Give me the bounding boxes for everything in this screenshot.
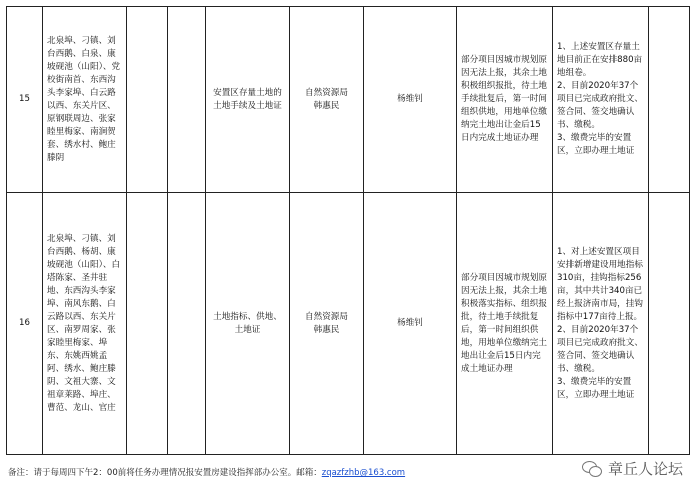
dept-cell: 自然资源局 韩惠民 <box>290 7 364 193</box>
row-number: 16 <box>7 193 43 455</box>
problem-cell: 部分项目因城市规划原因无法上报，其余土地积极组织报批，待土地手续批复后，第一时间组织供地，用地单位缴纳完土地出让金后15日内完成土地证办理 <box>457 7 553 193</box>
footer-note-text: 备注：请于每周四下午2：00前将任务办理情况报安置房建设指挥部办公室。邮箱： <box>8 468 322 478</box>
dept-cell: 自然资源局 韩惠民 <box>290 193 364 455</box>
area-cell: 北泉埠、刁镇、刘台西鹅、杨胡、康坡砚池（山阳）、白塔陈家、圣井驻地、东西沟头李家埠、南风东鹅、白云路以西、东关片区、南罗周家、张家睦里梅家、埠东、东姚西姚孟阿、绣水、鲍庄滕阴、文祖大寨、文祖章莱路、埠庄、曹范、龙山、官庄 <box>43 193 127 455</box>
empty-cell <box>649 7 690 193</box>
task-cell: 安置区存量土地的土地手续及土地证 <box>206 7 290 193</box>
watermark-text: 章丘人论坛 <box>607 460 683 478</box>
table-row <box>7 193 690 455</box>
problem-cell: 部分项目因城市规划原因无法上报，其余土地积极落实指标、组织报批，待土地手续批复后，第一时间组织供地，用地单位缴纳完土地出让金后15日内完成土地证办理 <box>457 193 553 455</box>
row-number: 15 <box>7 7 43 193</box>
empty-cell <box>168 7 206 193</box>
wechat-icon <box>582 461 602 477</box>
person-cell: 杨维钊 <box>364 7 457 193</box>
empty-cell <box>127 193 168 455</box>
empty-cell <box>168 193 206 455</box>
watermark <box>582 458 683 479</box>
empty-cell <box>649 193 690 455</box>
progress-cell: 1、上述安置区存量土地目前正在安排880亩地组卷。 2、目前2020年37个项目已完成政府批文、签合同、签交地确认书、缴税。 3、缴费完毕的安置区，立即办理土地证 <box>553 7 649 193</box>
task-cell: 土地指标、供地、土地证 <box>206 193 290 455</box>
email-link[interactable]: zqazfzhb@163.com <box>321 468 406 478</box>
footer-note <box>8 466 405 478</box>
area-cell: 北泉埠、刁镇、刘台西鹅、白泉、康坡砚池（山阳）、党校街南首、东西沟头李家埠、白云路以西、东关片区、原钢联周边、张家睦里梅家、南涧贺套、绣水村、鲍庄滕阴 <box>43 7 127 193</box>
progress-cell: 1、对上述安置区项目安排新增建设用地指标310亩，挂钩指标256亩，其中共计340亩已经上报济南市局，挂钩指标中177亩待上报。 2、目前2020年37个项目已完成政府批文、签合同、签交地确认书、缴税。 3、缴费完毕的安置区，立即办理土地证 <box>553 193 649 455</box>
empty-cell <box>127 7 168 193</box>
task-table <box>6 6 690 455</box>
table-row <box>7 7 690 193</box>
person-cell: 杨维钊 <box>364 193 457 455</box>
